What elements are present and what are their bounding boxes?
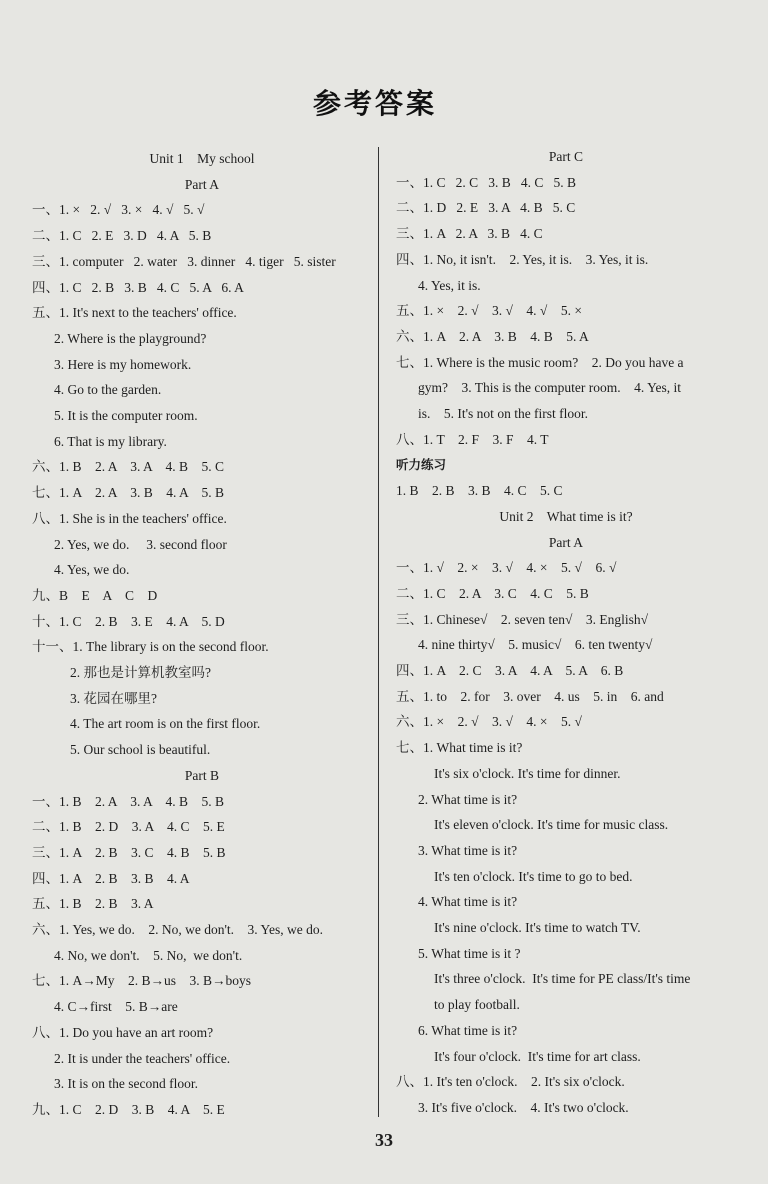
answer-line: 4. C→first 5. B→are <box>54 999 178 1015</box>
answer-line: 3. Here is my homework. <box>54 356 192 372</box>
answer-line: 四、1. A 2. C 3. A 4. A 5. A 6. B <box>396 663 624 678</box>
section-heading: Part A <box>548 534 584 550</box>
answer-line: It's nine o'clock. It's time to watch TV. <box>434 920 641 935</box>
answer-line: gym? 3. This is the computer room. 4. Yes, it <box>418 380 681 396</box>
answer-line: 二、1. C 2. E 3. D 4. A 5. B <box>32 228 212 244</box>
answer-line: 一、1. √ 2. × 3. √ 4. × 5. √ 6. √ <box>396 560 617 576</box>
answer-line: 一、1. × 2. √ 3. × 4. √ 5. √ <box>32 202 205 218</box>
answer-line: 二、1. B 2. D 3. A 4. C 5. E <box>32 819 225 835</box>
answer-line: 七、1. Where is the music room? 2. Do you have a <box>396 354 684 370</box>
answer-line: 2. What time is it? <box>418 791 518 807</box>
answer-line: It's six o'clock. It's time for dinner. <box>434 765 621 781</box>
answer-line: 五、1. × 2. √ 3. √ 4. √ 5. × <box>396 303 582 319</box>
answer-line: 3. It's five o'clock. 4. It's two o'clock. <box>418 1099 629 1115</box>
page-title: 参考答案 <box>312 87 437 120</box>
answer-line: is. 5. It's not on the first floor. <box>418 406 589 421</box>
answer-line: 4. The art room is on the first floor. <box>70 716 261 732</box>
answer-line: 4. Go to the garden. <box>54 382 162 398</box>
answer-line: 八、1. Do you have an art room? <box>32 1024 214 1040</box>
answer-line: It's four o'clock. It's time for art class. <box>434 1048 641 1064</box>
answer-line: 六、1. × 2. √ 3. √ 4. × 5. √ <box>396 714 582 730</box>
answer-line: 三、1. A 2. A 3. B 4. C <box>396 226 543 242</box>
answer-line: 2. Where is the playground? <box>54 330 207 346</box>
answer-line: 六、1. B 2. A 3. A 4. B 5. C <box>32 459 225 475</box>
answer-line: 八、1. T 2. F 3. F 4. T <box>396 431 549 447</box>
answer-line: 3. 花园在哪里? <box>70 690 157 706</box>
answer-line: 4. Yes, it is. <box>418 277 481 293</box>
answer-line: It's eleven o'clock. It's time for music class. <box>434 817 669 833</box>
answer-line: 二、1. D 2. E 3. A 4. B 5. C <box>396 200 576 216</box>
answer-line: 3. What time is it? <box>418 842 518 858</box>
answer-line: 1. B 2. B 3. B 4. C 5. C <box>396 483 563 499</box>
answer-line: 五、1. to 2. for 3. over 4. us 5. in 6. and <box>396 688 664 704</box>
answer-line: 三、1. Chinese√ 2. seven ten√ 3. English√ <box>396 611 649 627</box>
answer-line: 三、1. A 2. B 3. C 4. B 5. B <box>32 844 226 860</box>
answer-line: 6. That is my library. <box>54 433 167 449</box>
answer-line: 3. It is on the second floor. <box>54 1076 198 1092</box>
answer-line: 2. It is under the teachers' office. <box>54 1050 231 1066</box>
answer-line: 4. Yes, we do. <box>54 562 130 578</box>
answer-line: 四、1. No, it isn't. 2. Yes, it is. 3. Yes, it is. <box>396 251 649 267</box>
answer-line: 七、1. A 2. A 3. B 4. A 5. B <box>32 485 225 501</box>
answer-line: 九、1. C 2. D 3. B 4. A 5. E <box>32 1101 225 1117</box>
answer-line: 九、B E A C D <box>32 587 158 603</box>
answer-line: 六、1. Yes, we do. 2. No, we don't. 3. Yes, we do. <box>32 922 323 937</box>
page-number: 33 <box>375 1130 393 1150</box>
answer-line: 听力练习 <box>396 457 447 473</box>
answer-line: 七、1. A→My 2. B→us 3. B→boys <box>32 973 252 989</box>
answer-line: 二、1. C 2. A 3. C 4. C 5. B <box>396 585 589 601</box>
answer-line: 2. 那也是计算机教室吗? <box>70 665 211 680</box>
answer-line: 五、1. It's next to the teachers' office. <box>32 305 237 321</box>
column-divider <box>378 147 379 1117</box>
answer-line: 4. No, we don't. 5. No, we don't. <box>54 947 243 963</box>
answer-line: 三、1. computer 2. water 3. dinner 4. tiger 5. sister <box>32 253 336 269</box>
answer-line: It's three o'clock. It's time for PE class/It's time <box>434 971 691 987</box>
answer-line: 一、1. B 2. A 3. A 4. B 5. B <box>32 793 225 809</box>
section-heading: Part C <box>548 149 584 164</box>
section-heading: Part B <box>184 767 220 783</box>
answer-line: 四、1. A 2. B 3. B 4. A <box>32 870 190 886</box>
answer-line: 六、1. A 2. A 3. B 4. B 5. A <box>396 328 589 344</box>
answer-line: 5. It is the computer room. <box>54 408 198 423</box>
answer-line: 6. What time is it? <box>418 1022 518 1038</box>
answer-line: 5. What time is it ? <box>418 945 521 961</box>
answer-line: 5. Our school is beautiful. <box>70 742 211 758</box>
answer-line: 七、1. What time is it? <box>396 740 523 756</box>
answer-line: 4. What time is it? <box>418 894 518 910</box>
answer-line: 五、1. B 2. B 3. A <box>32 896 154 912</box>
section-heading: Part A <box>184 176 220 192</box>
answer-line: 八、1. She is in the teachers' office. <box>32 510 227 526</box>
answer-line: 十、1. C 2. B 3. E 4. A 5. D <box>32 613 225 629</box>
answer-line: 八、1. It's ten o'clock. 2. It's six o'clock. <box>396 1074 625 1090</box>
answer-line: It's ten o'clock. It's time to go to bed. <box>434 868 633 884</box>
answer-line: 一、1. C 2. C 3. B 4. C 5. B <box>396 174 577 190</box>
section-heading: Unit 2 What time is it? <box>499 508 633 524</box>
answer-line: 4. nine thirty√ 5. music√ 6. ten twenty√ <box>418 637 653 653</box>
answer-line: 2. Yes, we do. 3. second floor <box>54 536 227 552</box>
answer-line: 十一、1. The library is on the second floor. <box>32 639 269 655</box>
section-heading: Unit 1 My school <box>149 151 255 166</box>
answer-line: 四、1. C 2. B 3. B 4. C 5. A 6. A <box>32 279 244 295</box>
answer-line: to play football. <box>434 997 520 1013</box>
